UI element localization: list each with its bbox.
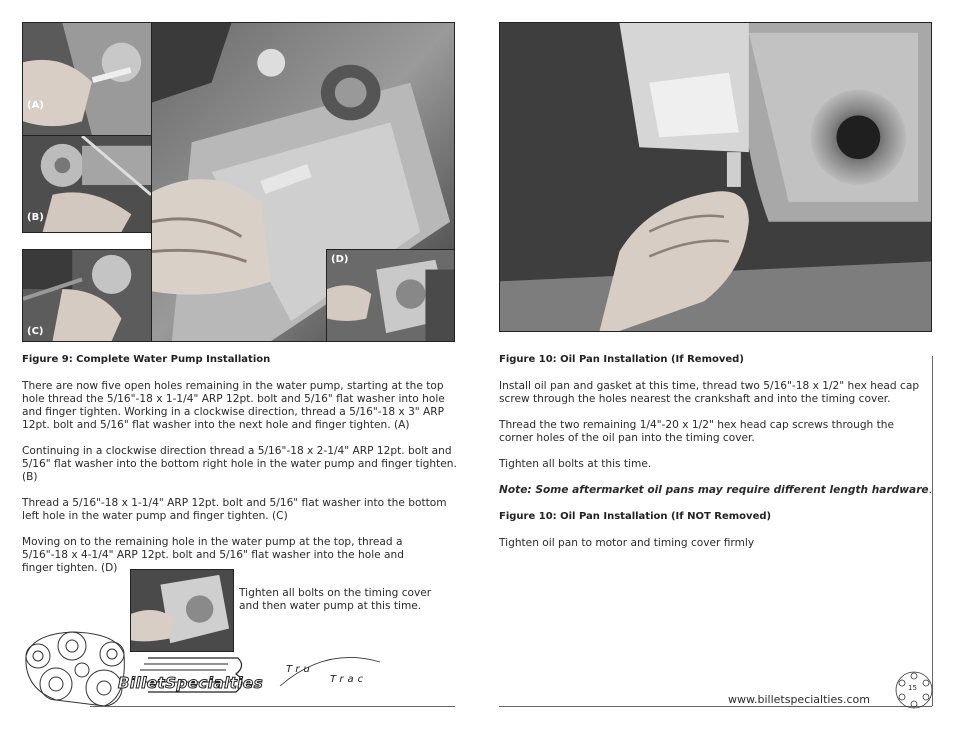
figure-9-title: Figure 9: Complete Water Pump Installation [22, 354, 271, 365]
small-photo-assembly [130, 569, 234, 652]
billet-specialties-logo [118, 652, 270, 700]
right-margin-line [932, 356, 933, 706]
photo-d-label: (D) [331, 254, 349, 265]
right-footer-line [499, 706, 932, 707]
paragraph-1: There are now five open holes remaining in the water pump, starting at the top hole thread the 5/16"-18 x 1-1/4" ARP 12pt. bolt and 5/16" flat washer into hole and finger tighten. Working in a clockwise direction, thread a 5/16"-18 x 3" ARP 12pt. bolt and 5/16" flat washer into the next hole and finger tighten. (A) [22, 380, 445, 431]
figure-10-title-removed: Figure 10: Oil Pan Installation (If Removed) [499, 354, 744, 365]
trac-text: Trac [330, 674, 368, 685]
photo-c-label: (C) [27, 326, 44, 337]
photo-a [22, 22, 152, 136]
oil-pan-paragraph-2: Thread the two remaining 1/4"-20 x 1/2" hex head cap screws through the corner holes of the oil pan into the timing cover. [499, 419, 895, 444]
photo-a-label: (A) [27, 100, 44, 111]
aftermarket-note: Note: Some aftermarket oil pans may require different length hardware. [499, 484, 932, 496]
oil-pan-photo [499, 22, 932, 332]
page-number-badge [894, 670, 934, 710]
photo-b-label: (B) [27, 212, 44, 223]
tru-text: Tru [286, 664, 314, 675]
paragraph-3: Thread a 5/16"-18 x 1-1/4" ARP 12pt. bolt and 5/16" flat washer into the bottom left hole in the water pump and finger tighten. (C) [22, 497, 447, 522]
page-number: 15 [908, 684, 917, 692]
website-url[interactable]: www.billetspecialties.com [728, 693, 870, 706]
small-caption: Tighten all bolts on the timing cover and then water pump at this time. [239, 587, 432, 612]
tru-trac-logo [276, 656, 386, 692]
left-footer-line [90, 706, 455, 707]
oil-pan-paragraph-3: Tighten all bolts at this time. [499, 458, 652, 470]
figure-10-title-not-removed: Figure 10: Oil Pan Installation (If NOT Removed) [499, 511, 772, 522]
oil-pan-paragraph-1: Install oil pan and gasket at this time, thread two 5/16"-18 x 1/2" hex head cap screw through the holes nearest the crankshaft and into the timing cover. [499, 380, 920, 405]
paragraph-2: Continuing in a clockwise direction thread a 5/16"-18 x 2-1/4" ARP 12pt. bolt and 5/16" flat washer into the bottom right hole in the water pump and finger tighten. (B) [22, 445, 457, 483]
paragraph-4: Moving on to the remaining hole in the water pump at the top, thread a 5/16"-18 x 4-1/4" ARP 12pt. bolt and 5/16" flat washer into the hole and finger tighten. (D) [22, 536, 404, 574]
billet-logo-text: BilletSpecialties [118, 674, 264, 692]
oil-pan-paragraph-4: Tighten oil pan to motor and timing cover firmly [499, 537, 755, 549]
